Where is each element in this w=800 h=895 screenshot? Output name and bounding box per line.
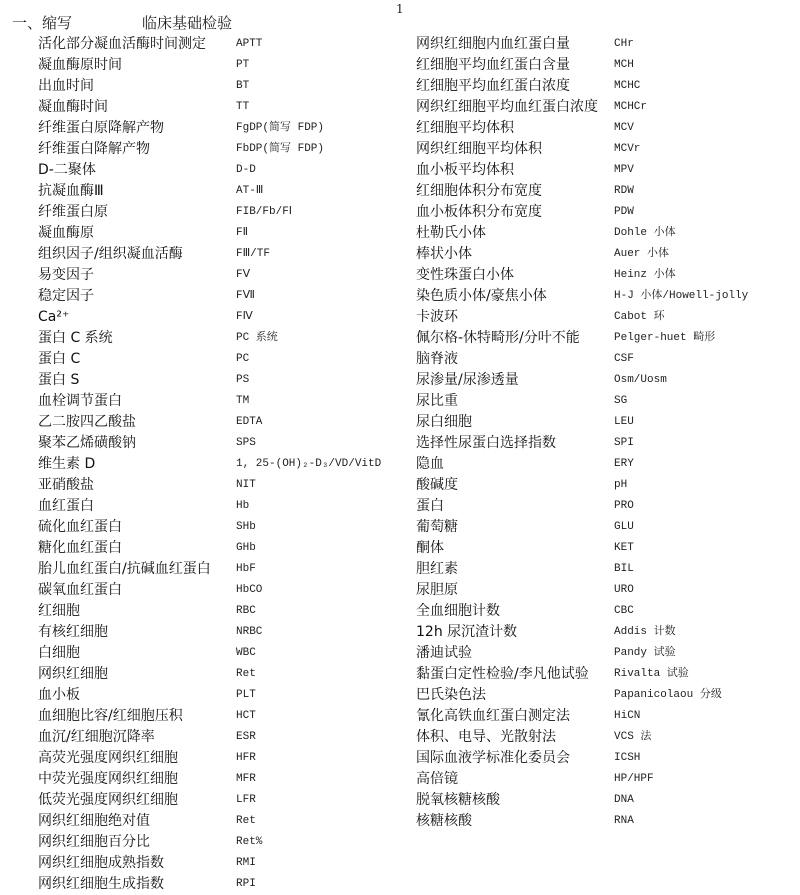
- term-abbreviation: AT-Ⅲ: [236, 185, 264, 197]
- term-name: 血细胞比容/红细胞压积: [38, 708, 183, 724]
- term-name: 红细胞体积分布宽度: [416, 183, 542, 199]
- term-row: [38, 790, 410, 811]
- term-name: 染色质小体/豪焦小体: [416, 288, 547, 304]
- term-abbreviation: BT: [236, 80, 250, 92]
- term-abbreviation: Hb: [236, 500, 250, 512]
- term-row: [416, 496, 796, 517]
- term-name: 凝血酶原: [38, 225, 94, 241]
- term-name: 选择性尿蛋白选择指数: [416, 435, 556, 451]
- term-row: [416, 811, 796, 832]
- term-name: 脱氧核糖核酸: [416, 792, 500, 808]
- term-row: [38, 475, 410, 496]
- term-abbreviation: Osm/Uosm: [614, 374, 667, 386]
- term-name: 胎儿血红蛋白/抗碱血红蛋白: [38, 561, 211, 577]
- term-name: 酮体: [416, 540, 444, 556]
- term-name: 潘迪试验: [416, 645, 472, 661]
- term-name: 纤维蛋白原: [38, 204, 108, 220]
- term-abbreviation: CHr: [614, 38, 634, 50]
- term-abbreviation: LFR: [236, 794, 256, 806]
- term-row: [416, 76, 796, 97]
- term-abbreviation: ICSH: [614, 752, 641, 764]
- term-abbreviation: HFR: [236, 752, 256, 764]
- term-name: D-二聚体: [38, 162, 96, 178]
- term-abbreviation: PRO: [614, 500, 634, 512]
- term-row: [38, 307, 410, 328]
- term-abbreviation: MCH: [614, 59, 634, 71]
- term-abbreviation: Dohle 小体: [614, 227, 676, 239]
- right-term-column: [416, 34, 796, 832]
- term-abbreviation: APTT: [236, 38, 263, 50]
- term-name: 氰化高铁血红蛋白测定法: [416, 708, 570, 724]
- term-name: 佩尔格-休特畸形/分叶不能: [416, 330, 580, 346]
- term-abbreviation: ERY: [614, 458, 634, 470]
- term-abbreviation: HbCO: [236, 584, 263, 596]
- term-row: [416, 244, 796, 265]
- term-name: 有核红细胞: [38, 624, 108, 640]
- term-row: [38, 349, 410, 370]
- term-name: 黏蛋白定性检验/李凡他试验: [416, 666, 589, 682]
- term-abbreviation: Heinz 小体: [614, 269, 676, 281]
- term-row: [38, 538, 410, 559]
- term-row: [38, 328, 410, 349]
- term-row: [38, 370, 410, 391]
- term-row: [416, 118, 796, 139]
- term-name: 隐血: [416, 456, 444, 472]
- term-row: [38, 97, 410, 118]
- term-abbreviation: Ret%: [236, 836, 263, 848]
- term-name: 硫化血红蛋白: [38, 519, 122, 535]
- term-abbreviation: PT: [236, 59, 250, 71]
- term-abbreviation: FbDP(简写 FDP): [236, 143, 325, 155]
- term-abbreviation: GHb: [236, 542, 256, 554]
- term-name: 乙二胺四乙酸盐: [38, 414, 136, 430]
- term-name: 杜勒氏小体: [416, 225, 486, 241]
- term-abbreviation: Ret: [236, 668, 256, 680]
- term-name: 蛋白 C: [38, 351, 81, 367]
- term-abbreviation: RDW: [614, 185, 634, 197]
- term-row: [38, 76, 410, 97]
- term-abbreviation: GLU: [614, 521, 634, 533]
- term-row: [38, 160, 410, 181]
- term-abbreviation: MCHCr: [614, 101, 648, 113]
- term-name: 血小板体积分布宽度: [416, 204, 542, 220]
- term-row: [416, 139, 796, 160]
- term-name: 血沉/红细胞沉降率: [38, 729, 155, 745]
- term-abbreviation: Addis 计数: [614, 626, 676, 638]
- term-row: [416, 580, 796, 601]
- term-name: 易变因子: [38, 267, 94, 283]
- term-name: 网织红细胞百分比: [38, 834, 150, 850]
- term-abbreviation: 1, 25-(OH)₂-D₃/VD/VitD: [236, 458, 382, 470]
- term-name: 凝血酶时间: [38, 99, 108, 115]
- term-abbreviation: LEU: [614, 416, 634, 428]
- term-row: [416, 601, 796, 622]
- term-row: [38, 580, 410, 601]
- term-row: [416, 748, 796, 769]
- term-name: 网织红细胞绝对值: [38, 813, 150, 829]
- term-name: 尿比重: [416, 393, 458, 409]
- term-row: [38, 559, 410, 580]
- term-abbreviation: MFR: [236, 773, 256, 785]
- term-row: [38, 202, 410, 223]
- term-name: 脑脊液: [416, 351, 458, 367]
- term-row: [38, 622, 410, 643]
- term-abbreviation: TT: [236, 101, 250, 113]
- term-name: 组织因子/组织凝血活酶: [38, 246, 183, 262]
- term-row: [416, 265, 796, 286]
- term-name: 纤维蛋白原降解产物: [38, 120, 164, 136]
- term-name: 葡萄糖: [416, 519, 458, 535]
- term-row: [38, 664, 410, 685]
- term-name: 体积、电导、光散射法: [416, 729, 556, 745]
- term-row: [416, 202, 796, 223]
- term-abbreviation: PC: [236, 353, 250, 365]
- term-abbreviation: FgDP(简写 FDP): [236, 122, 325, 134]
- term-row: [38, 34, 410, 55]
- term-row: [38, 748, 410, 769]
- section-title: 一、缩写: [12, 14, 73, 32]
- term-row: [416, 643, 796, 664]
- term-name: 尿渗量/尿渗透量: [416, 372, 519, 388]
- term-row: [416, 664, 796, 685]
- term-row: [38, 391, 410, 412]
- term-row: [416, 433, 796, 454]
- term-row: [416, 307, 796, 328]
- term-abbreviation: Cabot 环: [614, 311, 665, 323]
- term-abbreviation: pH: [614, 479, 628, 491]
- term-abbreviation: URO: [614, 584, 634, 596]
- term-abbreviation: Auer 小体: [614, 248, 670, 260]
- term-row: [416, 223, 796, 244]
- term-name: 尿白细胞: [416, 414, 472, 430]
- term-row: [38, 496, 410, 517]
- term-name: 卡波环: [416, 309, 458, 325]
- term-name: 高倍镜: [416, 771, 458, 787]
- term-abbreviation: H-J 小体/Howell-jolly: [614, 290, 749, 302]
- term-abbreviation: SPS: [236, 437, 256, 449]
- term-row: [416, 685, 796, 706]
- term-row: [416, 160, 796, 181]
- term-abbreviation: PC 系统: [236, 332, 278, 344]
- term-row: [416, 286, 796, 307]
- term-abbreviation: MCHC: [614, 80, 641, 92]
- term-row: [38, 853, 410, 874]
- term-abbreviation: PDW: [614, 206, 634, 218]
- term-name: 12h 尿沉渣计数: [416, 624, 518, 640]
- term-abbreviation: RMI: [236, 857, 256, 869]
- term-abbreviation: RPI: [236, 878, 256, 890]
- term-row: [38, 433, 410, 454]
- term-name: 变性珠蛋白小体: [416, 267, 514, 283]
- term-row: [416, 370, 796, 391]
- term-abbreviation: HiCN: [614, 710, 641, 722]
- term-row: [38, 601, 410, 622]
- term-abbreviation: HbF: [236, 563, 256, 575]
- term-abbreviation: MCV: [614, 122, 634, 134]
- term-abbreviation: DNA: [614, 794, 634, 806]
- term-abbreviation: CSF: [614, 353, 634, 365]
- term-row: [416, 538, 796, 559]
- term-name: 红细胞平均体积: [416, 120, 514, 136]
- term-row: [38, 643, 410, 664]
- term-name: 蛋白 S: [38, 372, 80, 388]
- term-name: 尿胆原: [416, 582, 458, 598]
- term-abbreviation: Papanicolaou 分级: [614, 689, 722, 701]
- term-row: [38, 118, 410, 139]
- term-name: 聚苯乙烯磺酸钠: [38, 435, 136, 451]
- term-name: 中荧光强度网织红细胞: [38, 771, 178, 787]
- term-abbreviation: TM: [236, 395, 250, 407]
- term-abbreviation: MCVr: [614, 143, 641, 155]
- term-row: [416, 454, 796, 475]
- term-row: [38, 454, 410, 475]
- term-abbreviation: PS: [236, 374, 250, 386]
- term-abbreviation: BIL: [614, 563, 634, 575]
- term-name: 稳定因子: [38, 288, 94, 304]
- term-abbreviation: FⅢ/TF: [236, 248, 270, 260]
- term-abbreviation: PLT: [236, 689, 256, 701]
- term-name: 红细胞: [38, 603, 80, 619]
- term-row: [38, 265, 410, 286]
- term-row: [38, 286, 410, 307]
- term-name: 凝血酶原时间: [38, 57, 122, 73]
- term-abbreviation: RNA: [614, 815, 634, 827]
- term-name: 核糖核酸: [416, 813, 472, 829]
- term-name: 全血细胞计数: [416, 603, 500, 619]
- term-row: [416, 769, 796, 790]
- term-row: [416, 328, 796, 349]
- term-row: [38, 685, 410, 706]
- term-abbreviation: NRBC: [236, 626, 263, 638]
- term-row: [38, 244, 410, 265]
- term-abbreviation: FIB/Fb/FⅠ: [236, 206, 293, 218]
- left-term-column: [38, 34, 410, 895]
- term-abbreviation: MPV: [614, 164, 634, 176]
- term-row: [416, 349, 796, 370]
- term-name: 血小板平均体积: [416, 162, 514, 178]
- term-abbreviation: WBC: [236, 647, 256, 659]
- term-abbreviation: FⅦ: [236, 290, 255, 302]
- term-abbreviation: Rivalta 试验: [614, 668, 689, 680]
- term-abbreviation: HCT: [236, 710, 256, 722]
- term-row: [38, 832, 410, 853]
- term-name: 国际血液学标准化委员会: [416, 750, 570, 766]
- term-row: [38, 139, 410, 160]
- term-row: [416, 181, 796, 202]
- term-name: 红细胞平均血红蛋白含量: [416, 57, 570, 73]
- page-number: 1: [396, 2, 404, 16]
- term-abbreviation: ESR: [236, 731, 256, 743]
- term-name: 纤维蛋白降解产物: [38, 141, 150, 157]
- term-name: 活化部分凝血活酶时间测定: [38, 36, 206, 52]
- term-name: 蛋白: [416, 498, 444, 514]
- term-abbreviation: NIT: [236, 479, 256, 491]
- term-row: [38, 811, 410, 832]
- term-abbreviation: KET: [614, 542, 634, 554]
- term-row: [38, 727, 410, 748]
- term-name: 糖化血红蛋白: [38, 540, 122, 556]
- term-abbreviation: VCS 法: [614, 731, 652, 743]
- term-abbreviation: Ret: [236, 815, 256, 827]
- term-name: 蛋白 C 系统: [38, 330, 113, 346]
- term-name: 网织红细胞平均体积: [416, 141, 542, 157]
- term-name: 低荧光强度网织红细胞: [38, 792, 178, 808]
- term-row: [416, 97, 796, 118]
- term-abbreviation: SHb: [236, 521, 256, 533]
- term-row: [38, 769, 410, 790]
- term-row: [38, 412, 410, 433]
- term-abbreviation: D-D: [236, 164, 256, 176]
- term-row: [416, 790, 796, 811]
- term-row: [416, 55, 796, 76]
- term-name: 出血时间: [38, 78, 94, 94]
- term-abbreviation: FⅡ: [236, 227, 249, 239]
- section-header: [12, 12, 232, 33]
- term-row: [416, 622, 796, 643]
- term-name: 红细胞平均血红蛋白浓度: [416, 78, 570, 94]
- term-name: 网织红细胞: [38, 666, 108, 682]
- term-name: 血栓调节蛋白: [38, 393, 122, 409]
- term-name: 抗凝血酶Ⅲ: [38, 183, 104, 199]
- term-name: 血小板: [38, 687, 80, 703]
- term-abbreviation: RBC: [236, 605, 256, 617]
- term-name: 亚硝酸盐: [38, 477, 94, 493]
- term-row: [38, 55, 410, 76]
- term-abbreviation: EDTA: [236, 416, 263, 428]
- term-name: 网织红细胞成熟指数: [38, 855, 164, 871]
- term-row: [416, 559, 796, 580]
- term-abbreviation: SPI: [614, 437, 634, 449]
- term-abbreviation: FⅣ: [236, 311, 253, 323]
- term-row: [38, 181, 410, 202]
- term-row: [416, 706, 796, 727]
- term-name: 棒状小体: [416, 246, 472, 262]
- term-name: 网织红细胞平均血红蛋白浓度: [416, 99, 598, 115]
- term-abbreviation: FⅤ: [236, 269, 251, 281]
- term-abbreviation: SG: [614, 395, 628, 407]
- term-row: [416, 727, 796, 748]
- term-abbreviation: Pelger-huet 畸形: [614, 332, 716, 344]
- term-row: [38, 706, 410, 727]
- term-abbreviation: Pandy 试验: [614, 647, 676, 659]
- term-name: 血红蛋白: [38, 498, 94, 514]
- term-name: 白细胞: [38, 645, 80, 661]
- term-row: [38, 223, 410, 244]
- term-name: 巴氏染色法: [416, 687, 486, 703]
- term-abbreviation: CBC: [614, 605, 634, 617]
- term-row: [416, 412, 796, 433]
- term-row: [416, 34, 796, 55]
- term-name: 高荧光强度网织红细胞: [38, 750, 178, 766]
- section-subtitle: 临床基础检验: [142, 14, 233, 32]
- term-row: [416, 391, 796, 412]
- term-name: 碳氧血红蛋白: [38, 582, 122, 598]
- term-row: [416, 475, 796, 496]
- term-name: 酸碱度: [416, 477, 458, 493]
- term-name: 维生素 D: [38, 456, 96, 472]
- term-row: [38, 517, 410, 538]
- term-name: 网织红细胞生成指数: [38, 876, 164, 892]
- term-name: 网织红细胞内血红蛋白量: [416, 36, 570, 52]
- term-abbreviation: HP/HPF: [614, 773, 654, 785]
- term-row: [416, 517, 796, 538]
- term-name: 胆红素: [416, 561, 458, 577]
- term-name: Ca²⁺: [38, 309, 70, 325]
